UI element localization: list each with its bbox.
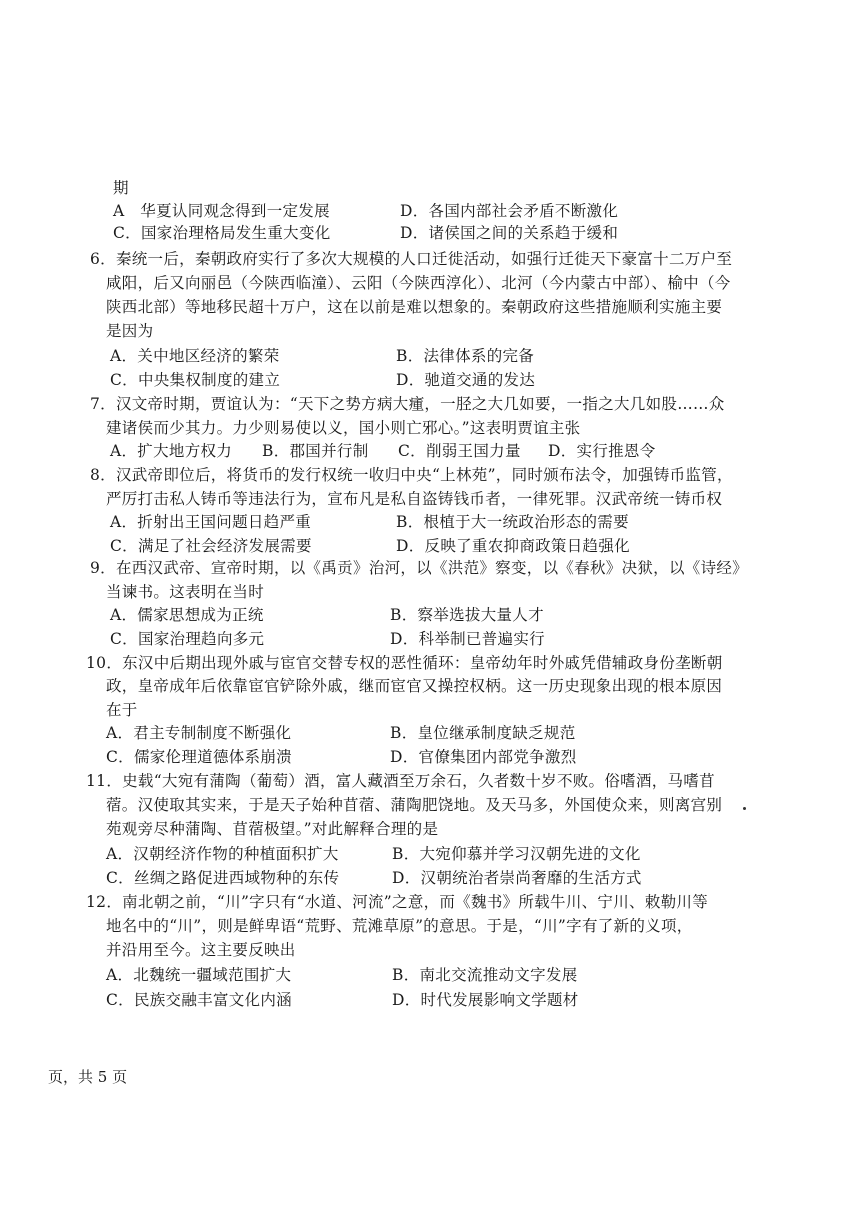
q6-option-a: A．关中地区经济的繁荣 <box>110 347 280 365</box>
q11-line-2: 蓿。汉使取其实来，于是天子始种苜蓿、蒲陶肥饶地。及天马多，外国使众来，则离宫别 <box>106 796 723 814</box>
q9-line-2: 当谏书。这表明在当时 <box>106 583 265 601</box>
q11-line-1: 11．史载“大宛有蒲陶（葡萄）酒，富人藏酒至万余石，久者数十岁不败。俗嗜酒，马嗜苜 <box>86 772 715 790</box>
q10-option-a: A．君主专制制度不断强化 <box>106 724 292 742</box>
q8-option-c: C．满足了社会经济发展需要 <box>110 537 312 555</box>
q10-line-2: 政，皇帝成年后依靠宦官铲除外戚，继而宦官又操控权柄。这一历史现象出现的根本原因 <box>106 677 723 695</box>
q5-tail: 期 <box>113 179 129 197</box>
q12-option-c: C．民族交融丰富文化内涵 <box>106 991 292 1009</box>
q10-line-1: 10．东汉中后期出现外戚与宦官交替专权的恶性循环：皇帝幼年时外戚凭借辅政身份垄断朝 <box>86 654 723 672</box>
q11-option-b: B．大宛仰慕并学习汉朝先进的文化 <box>392 845 641 863</box>
q5-option-a: A 华夏认同观念得到一定发展 <box>113 202 330 220</box>
q10-option-d: D．官僚集团内部党争激烈 <box>390 748 577 766</box>
q7-option-c: C．削弱王国力量 <box>398 442 521 460</box>
q6-option-d: D．驰道交通的发达 <box>396 371 536 389</box>
q7-line-2: 建诸侯而少其力。力少则易使以义，国小则亡邪心。”这表明贾谊主张 <box>106 419 581 437</box>
scan-speck <box>743 807 746 810</box>
q9-option-a: A．儒家思想成为正统 <box>110 606 264 624</box>
q12-line-2: 地名中的“川”，则是鲜卑语“荒野、荒滩草原”的意思。于是，“川”字有了新的义项， <box>106 917 693 935</box>
q7-line-1: 7．汉文帝时期，贾谊认为：“天下之势方病大瘇，一胫之大几如要，一指之大几如股……众 <box>90 395 725 413</box>
q7-option-a: A．扩大地方权力 <box>110 442 233 460</box>
q12-line-1: 12．南北朝之前，“川”字只有“水道、河流”之意，而《魏书》所载牛川、宁川、敕勒川等 <box>86 893 709 911</box>
q5-option-d-top: D．各国内部社会矛盾不断激化 <box>400 202 619 220</box>
q5-option-c: C．国家治理格局发生重大变化 <box>113 224 331 242</box>
q12-option-b: B．南北交流推动文字发展 <box>392 966 578 984</box>
q6-line-2: 咸阳，后又向丽邑（今陕西临潼）、云阳（今陕西淳化）、北河（今内蒙古中部）、榆中（今 <box>106 274 731 292</box>
q10-line-3: 在于 <box>106 701 138 719</box>
q6-option-c: C．中央集权制度的建立 <box>110 371 281 389</box>
q7-option-b: B．郡国并行制 <box>262 442 369 460</box>
q8-option-d: D．反映了重农抑商政策日趋强化 <box>396 537 630 555</box>
q8-option-a: A．折射出王国问题日趋严重 <box>110 513 312 531</box>
q11-line-3: 苑观旁尽种蒲陶、苜蓿极望。”对此解释合理的是 <box>106 820 439 838</box>
q9-line-1: 9．在西汉武帝、宣帝时期，以《禹贡》治河，以《洪范》察变，以《春秋》决狱，以《诗经》 <box>90 559 748 577</box>
q8-option-b: B．根植于大一统政治形态的需要 <box>396 513 629 531</box>
q5-option-d: D．诸侯国之间的关系趋于缓和 <box>400 224 619 242</box>
q10-option-b: B．皇位继承制度缺乏规范 <box>390 724 576 742</box>
q6-line-1: 6．秦统一后，秦朝政府实行了多次大规模的人口迁徙活动，如强行迁徙天下豪富十二万户至 <box>90 250 733 268</box>
q6-line-3: 陕西北部）等地移民超十万户，这在以前是难以想象的。秦朝政府这些措施顺利实施主要 <box>106 298 723 316</box>
q9-option-c: C．国家治理趋向多元 <box>110 630 265 648</box>
q6-option-b: B．法律体系的完备 <box>396 347 535 365</box>
q8-line-1: 8．汉武帝即位后，将货币的发行权统一收归中央“上林苑”，同时颁布法令，加强铸币监管， <box>90 466 733 484</box>
q11-option-a: A．汉朝经济作物的种植面积扩大 <box>106 845 339 863</box>
q10-option-c: C．儒家伦理道德体系崩溃 <box>106 748 292 766</box>
page-footer: 页，共 5 页 <box>48 1068 128 1086</box>
q12-option-a: A．北魏统一疆域范围扩大 <box>106 966 292 984</box>
q12-line-3: 并沿用至今。这主要反映出 <box>106 941 296 959</box>
q7-option-d: D．实行推恩令 <box>548 442 656 460</box>
q11-option-c: C．丝绸之路促进西域物种的东传 <box>106 869 340 887</box>
q8-line-2: 严厉打击私人铸币等违法行为，宣布凡是私自盗铸钱币者，一律死罪。汉武帝统一铸币权 <box>106 490 723 508</box>
q12-option-d: D．时代发展影响文学题材 <box>392 991 579 1009</box>
q6-line-4: 是因为 <box>106 322 154 340</box>
q9-option-d: D．科举制已普遍实行 <box>390 630 545 648</box>
q9-option-b: B．察举选拔大量人才 <box>390 606 544 624</box>
q11-option-d: D．汉朝统治者崇尚奢靡的生活方式 <box>392 869 642 887</box>
